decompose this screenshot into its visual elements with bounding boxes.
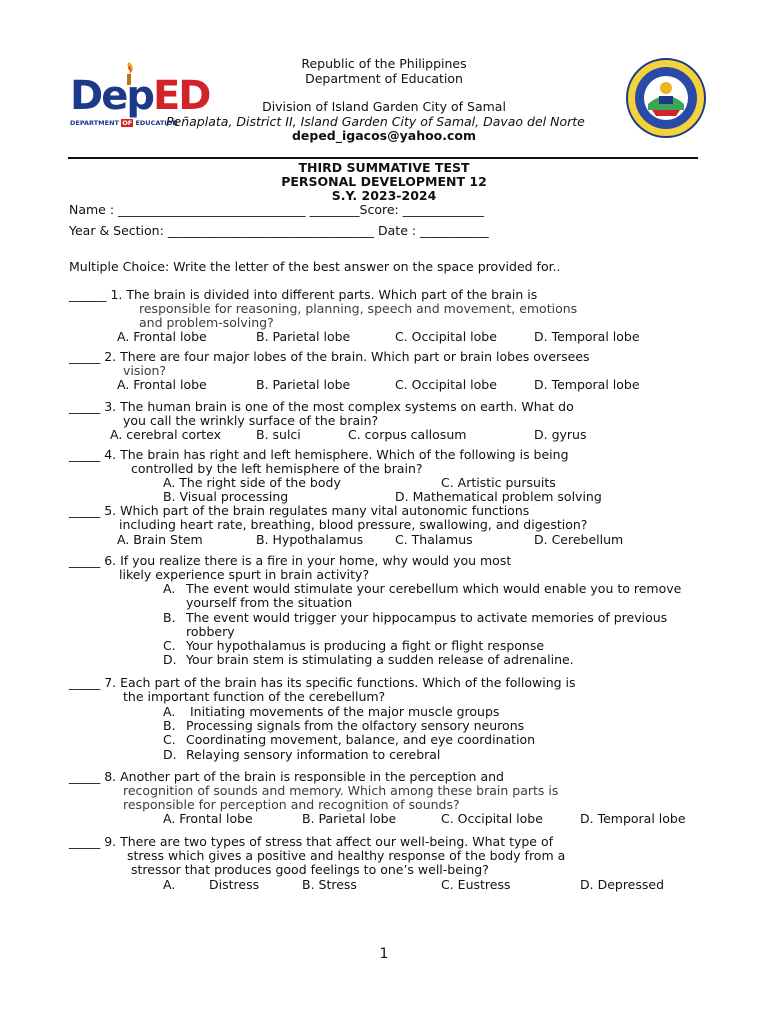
- logo-subtitle: DEPARTMENT OF EDUCATION: [70, 119, 178, 127]
- choice-letter: A.: [163, 877, 176, 892]
- choice-d: D. Cerebellum: [534, 532, 624, 547]
- choice-a: A. Brain Stem: [117, 532, 203, 547]
- choice-letter: B.: [163, 610, 176, 625]
- choice-d: D. Depressed: [580, 877, 665, 892]
- choice-c: C. Artistic pursuits: [441, 475, 556, 490]
- question-text: _____ 6. If you realize there is a fire in your home, why would you most: [69, 553, 512, 568]
- choice-a: A. Frontal lobe: [117, 329, 207, 344]
- question-text: stressor that produces good feelings to one’s well-being?: [131, 862, 489, 877]
- choice-c: C. Thalamus: [395, 532, 473, 547]
- header-division: Division of Island Garden City of Samal: [262, 99, 506, 114]
- choice-b: B. Parietal lobe: [256, 377, 351, 392]
- choice-c: C. corpus callosum: [348, 427, 467, 442]
- choice-b: B. sulci: [256, 427, 301, 442]
- choice-letter: B.: [163, 718, 176, 733]
- choice-d: D. Temporal lobe: [534, 377, 640, 392]
- question-text: vision?: [123, 363, 167, 378]
- header-address: Peñaplata, District II, Island Garden City of Samal, Davao del Norte: [166, 114, 585, 129]
- choice-b: B. Stress: [302, 877, 357, 892]
- choice-a: A. The right side of the body: [163, 475, 341, 490]
- question-text: _____ 8. Another part of the brain is responsible in the perception and: [69, 769, 504, 784]
- choice-c: C. Occipital lobe: [395, 377, 497, 392]
- question-text: responsible for perception and recognition of sounds?: [123, 797, 460, 812]
- choice-letter: A.: [163, 581, 176, 596]
- question-text: _____ 7. Each part of the brain has its specific functions. Which of the following is: [69, 675, 576, 690]
- choice-d: D. Temporal lobe: [580, 811, 686, 826]
- question-text: _____ 4. The brain has right and left hemisphere. Which of the following is being: [69, 447, 569, 462]
- subject-title: PERSONAL DEVELOPMENT 12: [281, 174, 487, 189]
- question-text: _____ 3. The human brain is one of the most complex systems on earth. What do: [69, 399, 574, 414]
- choice-letter: A.: [163, 704, 176, 719]
- question-text: ______ 1. The brain is divided into different parts. Which part of the brain is: [69, 287, 538, 302]
- question-text: and problem-solving?: [139, 315, 274, 330]
- choice-a: yourself from the situation: [186, 595, 353, 610]
- choice-c: Coordinating movement, balance, and eye coordination: [186, 732, 536, 747]
- question-text: recognition of sounds and memory. Which among these brain parts is: [123, 783, 559, 798]
- choice-b: B. Parietal lobe: [256, 329, 351, 344]
- choice-d: D. gyrus: [534, 427, 587, 442]
- choice-b: Processing signals from the olfactory sensory neurons: [186, 718, 525, 733]
- choice-b: robbery: [186, 624, 235, 639]
- question-text: including heart rate, breathing, blood pressure, swallowing, and digestion?: [119, 517, 588, 532]
- section-date-field[interactable]: Year & Section: _________________________________ Date : ___________: [69, 223, 489, 238]
- choice-b: B. Hypothalamus: [256, 532, 364, 547]
- choice-letter: C.: [163, 638, 176, 653]
- choice-a: A. Frontal lobe: [117, 377, 207, 392]
- question-text: you call the wrinkly surface of the brain?: [123, 413, 379, 428]
- header-republic: Republic of the Philippines: [301, 56, 467, 71]
- choice-c: C. Eustress: [441, 877, 511, 892]
- name-score-field[interactable]: Name : ______________________________ ________Score: _____________: [69, 202, 484, 217]
- choice-a: Initiating movements of the major muscle groups: [190, 704, 500, 719]
- question-text: stress which gives a positive and healthy response of the body from a: [127, 848, 566, 863]
- choice-b: B. Parietal lobe: [302, 811, 397, 826]
- question-text: likely experience spurt in brain activity?: [119, 567, 370, 582]
- choice-d: Your brain stem is stimulating a sudden release of adrenaline.: [186, 652, 574, 667]
- question-text: _____ 5. Which part of the brain regulates many vital autonomic functions: [69, 503, 530, 518]
- question-text: responsible for reasoning, planning, speech and movement, emotions: [139, 301, 578, 316]
- choice-c: C. Occipital lobe: [441, 811, 543, 826]
- choice-letter: D.: [163, 652, 177, 667]
- choice-a: A. cerebral cortex: [110, 427, 222, 442]
- choice-a: A. Frontal lobe: [163, 811, 253, 826]
- question-text: _____ 2. There are four major lobes of the brain. Which part or brain lobes oversees: [69, 349, 590, 364]
- choice-d: D. Mathematical problem solving: [395, 489, 602, 504]
- choice-d: Relaying sensory information to cerebral: [186, 747, 441, 762]
- school-year: S.Y. 2023-2024: [331, 188, 437, 203]
- choice-letter: D.: [163, 747, 177, 762]
- test-title: THIRD SUMMATIVE TEST: [298, 160, 470, 175]
- choice-letter: C.: [163, 732, 176, 747]
- page-number: 1: [379, 946, 389, 962]
- choice-a: The event would stimulate your cerebellum which would enable you to remove: [186, 581, 682, 596]
- instructions: Multiple Choice: Write the letter of the best answer on the space provided for..: [69, 259, 561, 274]
- choice-a: Distress: [209, 877, 260, 892]
- choice-b: The event would trigger your hippocampus to activate memories of previous: [186, 610, 668, 625]
- question-text: controlled by the left hemisphere of the brain?: [131, 461, 423, 476]
- question-text: the important function of the cerebellum?: [123, 689, 386, 704]
- choice-c: C. Occipital lobe: [395, 329, 497, 344]
- question-text: _____ 9. There are two types of stress that affect our well-being. What type of: [69, 834, 554, 849]
- header-divider: [68, 157, 698, 159]
- choice-b: B. Visual processing: [163, 489, 289, 504]
- header-department: Department of Education: [305, 71, 463, 86]
- header-email: deped_igacos@yahoo.com: [291, 128, 477, 143]
- choice-c: Your hypothalamus is producing a fight or flight response: [186, 638, 545, 653]
- deped-logo: DepED DEPARTMENT OF EDUCATION: [70, 58, 200, 130]
- choice-d: D. Temporal lobe: [534, 329, 640, 344]
